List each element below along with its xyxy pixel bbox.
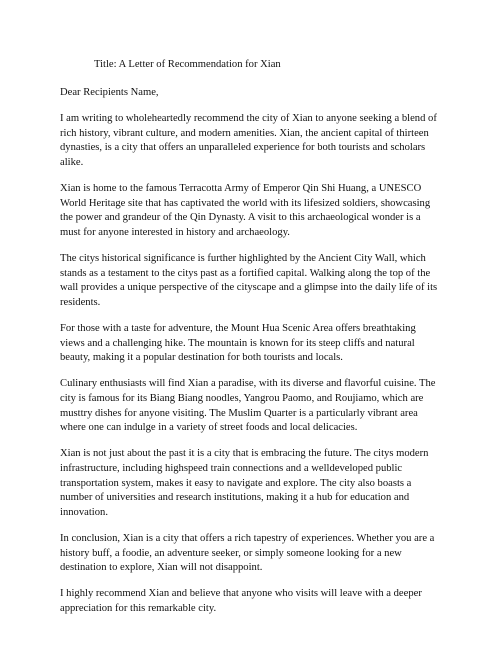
paragraph: For those with a taste for adventure, the Mount Hua Scenic Area offers breathtaking views and a challenging hike. The mountain is known for its steep cliffs and natural beauty, making it a popular destination for both tourists and locals. [60, 323, 416, 364]
letter-body [60, 86, 443, 628]
paragraph: Xian is not just about the past it is a city that is embracing the future. The citys modern infrastructure, including highspeed train connections and a welldeveloped public transportation system, makes it easy to navigate and explore. The city also boasts a number of universities and research institutions, making it a hub for education and innovation. [60, 448, 429, 518]
paragraph: I am writing to wholeheartedly recommend the city of Xian to anyone seeking a blend of rich history, vibrant culture, and modern amenities. Xian, the ancient capital of thirteen dynasties, is a city that offers an unparalleled experience for both tourists and scholars alike. [60, 113, 437, 168]
paragraph: The citys historical significance is further highlighted by the Ancient City Wall, which stands as a testament to the citys past as a fortified capital. Walking along the top of the wall provides a unique perspective of the cityscape and a glimpse into the daily life of its residents. [60, 253, 438, 308]
paragraph: I highly recommend Xian and believe that anyone who visits will leave with a deeper appreciation for this remarkable city. [60, 588, 422, 614]
paragraph: Xian is home to the famous Terracotta Army of Emperor Qin Shi Huang, a UNESCO World Heritage site that has captivated the world with its lifesized soldiers, showcasing the power and grandeur of the Qin Dynasty. A visit to this archaeological wonder is a must for anyone interested in history and archaeology. [60, 183, 431, 238]
paragraph: In conclusion, Xian is a city that offers a rich tapestry of experiences. Whether you are a history buff, a foodie, an adventure seeker, or simply someone looking for a new destination to explore, Xian will not disappoint. [60, 533, 435, 574]
document-title: Title: A Letter of Recommendation for Xian [94, 59, 281, 70]
salutation: Dear Recipients Name, [60, 87, 159, 98]
paragraph: Culinary enthusiasts will find Xian a paradise, with its diverse and flavorful cuisine. The city is famous for its Biang Biang noodles, Yangrou Paomo, and Roujiamo, which are musttry dishes for anyone visiting. The Muslim Quarter is a particularly vibrant area where one can indulge in a variety of street foods and local delicacies. [60, 378, 436, 434]
